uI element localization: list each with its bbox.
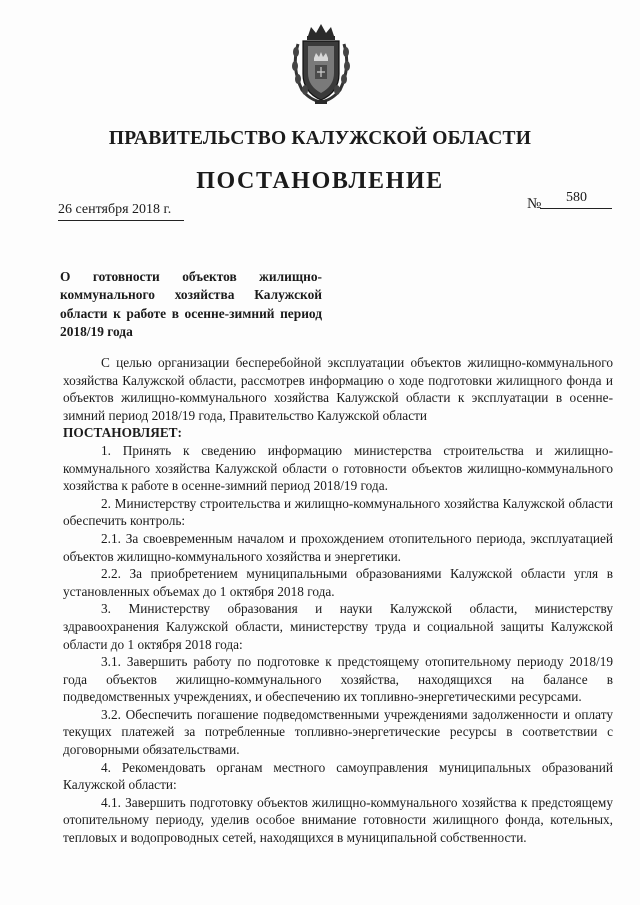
- item-3-2: 3.2. Обеспечить погашение подведомственными учреждениями задолженности и оплату текущих платежей за потребленные топливно-энергетические ресурсы в соответствии с договорными обязательствами.: [63, 706, 613, 758]
- preamble-paragraph: С целью организации бесперебойной эксплуатации объектов жилищно-коммунального хозяйства Калужской области, рассмотрев информацию о ходе подготовки жилищного фонда и объектов жилищно-коммунального хозяйства Калужской области к эксплуатации в осенне-зимний период 2018/19 года, Правительство Калужской области: [63, 355, 613, 423]
- document-number: 580: [566, 190, 587, 205]
- item-2-2: 2.2. За приобретением муниципальными образованиями Калужской области угля в установленных объемах до 1 октября 2018 года.: [63, 566, 613, 599]
- date-underline: [58, 220, 184, 221]
- government-title: ПРАВИТЕЛЬСТВО КАЛУЖСКОЙ ОБЛАСТИ: [108, 128, 532, 149]
- item-1: 1. Принять к сведению информацию министерства строительства и жилищно-коммунального хозяйства Калужской области о готовности объектов жилищно-коммунального хозяйства к работе в осенне-зимний период 2018/19 года.: [63, 442, 613, 494]
- item-3-1: 3.1. Завершить работу по подготовке к предстоящему отопительному периоду 2018/19 года объектов жилищно-коммунального хозяйства, находящихся на балансе в подведомственных учреждениях, и обеспечению их топливно-энергетическими ресурсами.: [63, 654, 613, 705]
- coat-of-arms-icon: [288, 22, 354, 106]
- document-date: 26 сентября 2018 г.: [58, 202, 172, 217]
- item-2-1: 2.1. За своевременным началом и прохождением отопительного периода, эксплуатацией объектов жилищно-коммунального хозяйства и энергетики.: [63, 530, 613, 564]
- item-4-1: 4.1. Завершить подготовку объектов жилищно-коммунального хозяйства к предстоящему отопительному периоду, уделив особое внимание готовности жилищного фонда, котельных, тепловых и водопроводных сетей, находящихся в муниципальной собственности.: [63, 794, 613, 846]
- resolves-heading: ПОСТАНОВЛЯЕТ:: [63, 425, 182, 441]
- document-body: [63, 354, 613, 847]
- item-4: 4. Рекомендовать органам местного самоуправления муниципальных образований Калужской области:: [63, 759, 613, 793]
- number-underline: [540, 208, 612, 209]
- document-type: ПОСТАНОВЛЕНИЕ: [196, 168, 444, 194]
- number-sign: №: [527, 196, 542, 212]
- document-subject: О готовности объектов жилищно-коммунального хозяйства Калужской области к работе в осенне-зимний период 2018/19 года: [60, 269, 322, 340]
- item-2: 2. Министерству строительства и жилищно-коммунального хозяйства Калужской области обеспечить контроль:: [63, 495, 613, 529]
- item-3: 3. Министерству образования и науки Калужской области, министерству здравоохранения Калужской области, министерству труда и социальной защиты Калужской области до 1 октября 2018 года:: [63, 601, 613, 652]
